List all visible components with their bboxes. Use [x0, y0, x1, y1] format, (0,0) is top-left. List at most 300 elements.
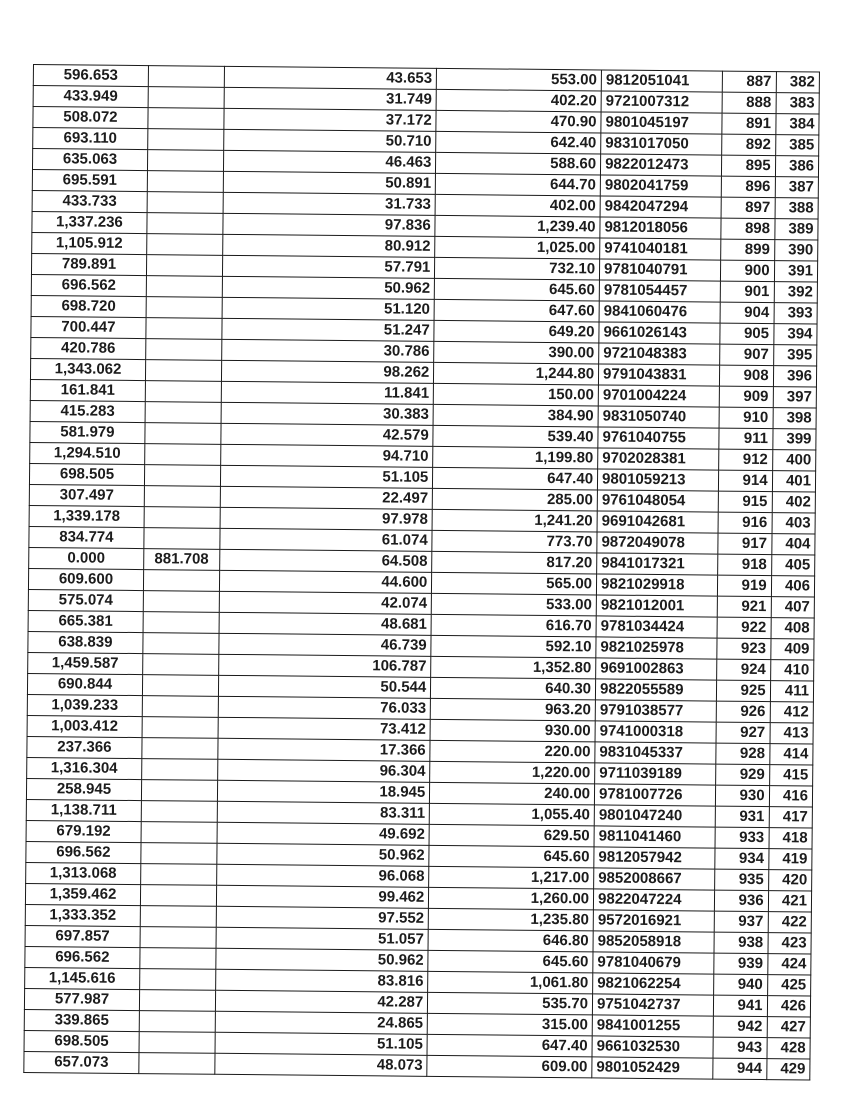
account-number-cell: 9781054457 — [599, 280, 721, 302]
amount-cell: 1,220.00 — [430, 761, 595, 784]
sequence-number-cell: 419 — [768, 849, 812, 870]
tax-cell: 48.073 — [215, 1053, 428, 1076]
account-number-cell: 9781040791 — [600, 259, 722, 281]
code-cell: 895 — [722, 155, 775, 177]
extra-cell — [147, 234, 223, 256]
total-cell: 0.000 — [29, 547, 144, 569]
tax-cell: 49.692 — [217, 822, 430, 845]
sequence-number-cell: 387 — [775, 177, 819, 198]
extra-cell — [146, 318, 222, 340]
account-number-cell: 9821062254 — [593, 973, 715, 995]
account-number-cell: 9761048054 — [597, 490, 719, 512]
total-cell: 339.865 — [24, 1009, 139, 1031]
ledger-body — [24, 65, 820, 1080]
extra-cell — [143, 570, 219, 592]
code-cell: 943 — [713, 1037, 766, 1059]
sequence-number-cell: 388 — [775, 198, 819, 219]
total-cell: 638.839 — [28, 631, 143, 653]
sequence-number-cell: 397 — [773, 387, 817, 408]
tax-cell: 50.710 — [223, 129, 436, 152]
code-cell: 935 — [715, 869, 768, 891]
code-cell: 899 — [721, 239, 774, 261]
total-cell: 1,039.233 — [27, 694, 142, 716]
extra-cell — [140, 927, 216, 949]
amount-cell: 1,055.40 — [429, 803, 594, 826]
account-number-cell: 9711039189 — [595, 763, 717, 785]
extra-cell — [142, 675, 218, 697]
sequence-number-cell: 384 — [775, 114, 819, 135]
amount-cell: 315.00 — [427, 1013, 592, 1036]
account-number-cell: 9801059213 — [597, 469, 719, 491]
code-cell: 919 — [718, 575, 771, 597]
total-cell: 1,337.236 — [32, 211, 147, 233]
extra-cell — [147, 171, 223, 193]
amount-cell: 592.10 — [431, 635, 596, 658]
extra-cell — [141, 801, 217, 823]
tax-cell: 24.865 — [215, 1011, 428, 1034]
extra-cell — [146, 276, 222, 298]
amount-cell: 642.40 — [436, 131, 601, 154]
account-number-cell: 9721048383 — [599, 343, 721, 365]
total-cell: 698.720 — [31, 295, 146, 317]
extra-cell — [148, 108, 224, 130]
sequence-number-cell: 399 — [772, 429, 816, 450]
tax-cell: 18.945 — [217, 780, 430, 803]
sequence-number-cell: 416 — [769, 786, 813, 807]
total-cell: 415.283 — [30, 400, 145, 422]
tax-cell: 43.653 — [224, 66, 437, 89]
amount-cell: 1,217.00 — [429, 866, 594, 889]
sequence-number-cell: 385 — [775, 135, 819, 156]
extra-cell — [146, 339, 222, 361]
extra-cell — [144, 507, 220, 529]
total-cell: 789.891 — [31, 253, 146, 275]
total-cell: 577.987 — [24, 988, 139, 1010]
code-cell: 933 — [715, 827, 768, 849]
tax-cell: 51.105 — [215, 1032, 428, 1055]
code-cell: 909 — [720, 386, 773, 408]
sequence-number-cell: 408 — [771, 618, 815, 639]
code-cell: 940 — [714, 974, 767, 996]
sequence-number-cell: 409 — [770, 639, 814, 660]
extra-cell — [140, 885, 216, 907]
account-number-cell: 9821029918 — [596, 574, 718, 596]
code-cell: 921 — [718, 596, 771, 618]
sequence-number-cell: 404 — [771, 534, 815, 555]
extra-cell — [145, 444, 221, 466]
account-number-cell: 9841060476 — [599, 301, 721, 323]
account-number-cell: 9811041460 — [594, 826, 716, 848]
total-cell: 1,343.062 — [30, 358, 145, 380]
amount-cell: 1,241.20 — [432, 509, 597, 532]
sequence-number-cell: 402 — [772, 492, 816, 513]
account-number-cell: 9741040181 — [600, 238, 722, 260]
amount-cell: 963.20 — [430, 698, 595, 721]
total-cell: 1,316.304 — [27, 757, 142, 779]
tax-cell: 11.841 — [221, 381, 434, 404]
total-cell: 575.074 — [28, 589, 143, 611]
extra-cell — [148, 87, 224, 109]
total-cell: 161.841 — [30, 379, 145, 401]
amount-cell: 645.60 — [429, 845, 594, 868]
tax-cell: 50.962 — [217, 843, 430, 866]
code-cell: 926 — [717, 701, 770, 723]
code-cell: 930 — [716, 785, 769, 807]
account-number-cell: 9701004224 — [598, 385, 720, 407]
account-number-cell: 9761040755 — [598, 427, 720, 449]
total-cell: 1,333.352 — [25, 904, 140, 926]
tax-cell: 99.462 — [216, 885, 429, 908]
account-number-cell: 9822012473 — [601, 154, 723, 176]
tax-cell: 76.033 — [218, 696, 431, 719]
amount-cell: 1,235.80 — [428, 908, 593, 931]
extra-cell — [139, 1011, 215, 1033]
total-cell: 696.562 — [31, 274, 146, 296]
amount-cell: 647.60 — [434, 299, 599, 322]
total-cell: 696.562 — [25, 946, 140, 968]
amount-cell: 646.80 — [428, 929, 593, 952]
code-cell: 922 — [717, 617, 770, 639]
sequence-number-cell: 395 — [773, 345, 817, 366]
tax-cell: 31.733 — [223, 192, 436, 215]
account-number-cell: 9661026143 — [599, 322, 721, 344]
code-cell: 917 — [718, 533, 771, 555]
account-number-cell: 9691002863 — [596, 658, 718, 680]
sequence-number-cell: 427 — [767, 1017, 811, 1038]
tax-cell: 73.412 — [218, 717, 431, 740]
ledger-table — [23, 64, 820, 1081]
tax-cell: 98.262 — [221, 360, 434, 383]
account-number-cell: 9801045197 — [601, 112, 723, 134]
account-number-cell: 9852008667 — [594, 868, 716, 890]
tax-cell: 48.681 — [219, 612, 432, 635]
sequence-number-cell: 398 — [773, 408, 817, 429]
code-cell: 916 — [718, 512, 771, 534]
total-cell: 433.949 — [33, 86, 148, 108]
amount-cell: 539.40 — [433, 425, 598, 448]
code-cell: 898 — [721, 218, 774, 240]
total-cell: 420.786 — [31, 337, 146, 359]
sequence-number-cell: 383 — [776, 93, 820, 114]
extra-cell — [144, 528, 220, 550]
code-cell: 937 — [715, 911, 768, 933]
account-number-cell: 9801052429 — [592, 1057, 714, 1079]
total-cell: 1,105.912 — [32, 232, 147, 254]
amount-cell: 647.40 — [433, 467, 598, 490]
total-cell: 1,145.616 — [25, 967, 140, 989]
extra-cell — [143, 612, 219, 634]
code-cell: 900 — [721, 260, 774, 282]
sequence-number-cell: 413 — [770, 723, 814, 744]
total-cell: 1,138.711 — [26, 799, 141, 821]
account-number-cell: 9872049078 — [597, 532, 719, 554]
sequence-number-cell: 411 — [770, 681, 814, 702]
extra-cell — [145, 360, 221, 382]
code-cell: 910 — [720, 407, 773, 429]
amount-cell: 1,244.80 — [434, 362, 599, 385]
sequence-number-cell: 405 — [771, 555, 815, 576]
total-cell: 508.072 — [33, 107, 148, 129]
tax-cell: 83.816 — [215, 969, 428, 992]
code-cell: 944 — [713, 1058, 766, 1080]
tax-cell: 83.311 — [217, 801, 430, 824]
total-cell: 1,294.510 — [30, 442, 145, 464]
extra-cell — [145, 423, 221, 445]
amount-cell: 588.60 — [436, 152, 601, 175]
tax-cell: 97.552 — [216, 906, 429, 929]
account-number-cell: 9751042737 — [592, 994, 714, 1016]
account-number-cell: 9791038577 — [595, 700, 717, 722]
code-cell: 897 — [722, 197, 775, 219]
code-cell: 904 — [721, 302, 774, 324]
sequence-number-cell: 390 — [774, 240, 818, 261]
code-cell: 896 — [722, 176, 775, 198]
tax-cell: 61.074 — [220, 528, 433, 551]
tax-cell: 37.172 — [224, 108, 437, 131]
account-number-cell: 9801047240 — [594, 805, 716, 827]
total-cell: 679.192 — [26, 820, 141, 842]
total-cell: 700.447 — [31, 316, 146, 338]
amount-cell: 1,199.80 — [433, 446, 598, 469]
sequence-number-cell: 412 — [770, 702, 814, 723]
account-number-cell: 9791043831 — [598, 364, 720, 386]
extra-cell — [148, 66, 224, 88]
sequence-number-cell: 389 — [774, 219, 818, 240]
amount-cell: 817.20 — [432, 551, 597, 574]
amount-cell: 645.60 — [428, 950, 593, 973]
amount-cell: 1,260.00 — [429, 887, 594, 910]
sequence-number-cell: 393 — [774, 303, 818, 324]
tax-cell: 50.891 — [223, 171, 436, 194]
sequence-number-cell: 392 — [774, 282, 818, 303]
tax-cell: 57.791 — [222, 255, 435, 278]
account-number-cell: 9822055589 — [595, 679, 717, 701]
total-cell: 433.733 — [32, 190, 147, 212]
total-cell: 695.591 — [32, 169, 147, 191]
amount-cell: 930.00 — [430, 719, 595, 742]
code-cell: 934 — [715, 848, 768, 870]
amount-cell: 470.90 — [436, 110, 601, 133]
code-cell: 912 — [719, 449, 772, 471]
total-cell: 581.979 — [30, 421, 145, 443]
code-cell: 888 — [723, 92, 776, 114]
account-number-cell: 9831045337 — [595, 742, 717, 764]
extra-cell — [146, 297, 222, 319]
code-cell: 905 — [720, 323, 773, 345]
tax-cell: 51.247 — [222, 318, 435, 341]
amount-cell: 732.10 — [435, 257, 600, 280]
extra-cell — [140, 906, 216, 928]
extra-cell — [147, 192, 223, 214]
tax-cell: 22.497 — [220, 486, 433, 509]
tax-cell: 51.120 — [222, 297, 435, 320]
amount-cell: 535.70 — [428, 992, 593, 1015]
account-number-cell: 9781040679 — [593, 952, 715, 974]
amount-cell: 1,239.40 — [435, 215, 600, 238]
account-number-cell: 9852058918 — [593, 931, 715, 953]
extra-cell — [141, 864, 217, 886]
code-cell: 911 — [719, 428, 772, 450]
total-cell: 1,459.587 — [28, 652, 143, 674]
total-cell: 237.366 — [27, 736, 142, 758]
tax-cell: 80.912 — [222, 234, 435, 257]
extra-cell — [145, 402, 221, 424]
account-number-cell: 9691042681 — [597, 511, 719, 533]
sequence-number-cell: 394 — [773, 324, 817, 345]
tax-cell: 96.068 — [216, 864, 429, 887]
code-cell: 931 — [716, 806, 769, 828]
tax-cell: 64.508 — [219, 549, 432, 572]
sequence-number-cell: 382 — [776, 72, 820, 93]
amount-cell: 533.00 — [432, 593, 597, 616]
account-number-cell: 9812051041 — [601, 70, 723, 92]
sequence-number-cell: 386 — [775, 156, 819, 177]
code-cell: 887 — [723, 71, 776, 93]
extra-cell — [144, 465, 220, 487]
tax-cell: 44.600 — [219, 570, 432, 593]
account-number-cell: 9781034424 — [596, 616, 718, 638]
extra-cell — [142, 696, 218, 718]
extra-cell — [147, 150, 223, 172]
total-cell: 696.562 — [26, 841, 141, 863]
amount-cell: 773.70 — [432, 530, 597, 553]
total-cell: 690.844 — [27, 673, 142, 695]
total-cell: 698.505 — [29, 463, 144, 485]
tax-cell: 50.544 — [218, 675, 431, 698]
account-number-cell: 9842047294 — [600, 196, 722, 218]
amount-cell: 384.90 — [433, 404, 598, 427]
sequence-number-cell: 417 — [769, 807, 813, 828]
tax-cell: 42.074 — [219, 591, 432, 614]
tax-cell: 97.978 — [220, 507, 433, 530]
account-number-cell: 9721007312 — [601, 91, 723, 113]
amount-cell: 644.70 — [436, 173, 601, 196]
code-cell: 938 — [714, 932, 767, 954]
amount-cell: 402.00 — [435, 194, 600, 217]
code-cell: 936 — [715, 890, 768, 912]
extra-cell — [143, 591, 219, 613]
amount-cell: 402.20 — [436, 89, 601, 112]
sequence-number-cell: 401 — [772, 471, 816, 492]
extra-cell — [139, 990, 215, 1012]
tax-cell: 96.304 — [217, 759, 430, 782]
sequence-number-cell: 422 — [768, 912, 812, 933]
sequence-number-cell: 406 — [771, 576, 815, 597]
tax-cell: 46.463 — [223, 150, 436, 173]
code-cell: 927 — [716, 722, 769, 744]
sequence-number-cell: 423 — [768, 933, 812, 954]
code-cell: 942 — [714, 1016, 767, 1038]
total-cell: 609.600 — [28, 568, 143, 590]
account-number-cell: 9831017050 — [601, 133, 723, 155]
sequence-number-cell: 426 — [767, 996, 811, 1017]
code-cell: 891 — [722, 113, 775, 135]
code-cell: 892 — [722, 134, 775, 156]
extra-cell — [144, 486, 220, 508]
extra-cell — [148, 129, 224, 151]
amount-cell: 1,352.80 — [431, 656, 596, 679]
tax-cell: 51.105 — [220, 465, 433, 488]
amount-cell: 629.50 — [429, 824, 594, 847]
sequence-number-cell: 418 — [769, 828, 813, 849]
account-number-cell: 9812018056 — [600, 217, 722, 239]
tax-cell: 106.787 — [218, 654, 431, 677]
tax-cell: 46.739 — [219, 633, 432, 656]
sequence-number-cell: 391 — [774, 261, 818, 282]
code-cell: 929 — [716, 764, 769, 786]
total-cell: 834.774 — [29, 526, 144, 548]
sequence-number-cell: 396 — [773, 366, 817, 387]
total-cell: 258.945 — [26, 778, 141, 800]
amount-cell: 1,061.80 — [428, 971, 593, 994]
amount-cell: 285.00 — [433, 488, 598, 511]
tax-cell: 17.366 — [218, 738, 431, 761]
account-number-cell: 9821012001 — [596, 595, 718, 617]
total-cell: 697.857 — [25, 925, 140, 947]
extra-cell — [141, 780, 217, 802]
sequence-number-cell: 429 — [766, 1059, 810, 1080]
extra-cell — [139, 1053, 215, 1075]
extra-cell — [140, 969, 216, 991]
sequence-number-cell: 424 — [767, 954, 811, 975]
code-cell: 941 — [714, 995, 767, 1017]
amount-cell: 649.20 — [434, 320, 599, 343]
sequence-number-cell: 420 — [768, 870, 812, 891]
account-number-cell: 9741000318 — [595, 721, 717, 743]
tax-cell: 50.962 — [216, 948, 429, 971]
tax-cell: 31.749 — [224, 87, 437, 110]
account-number-cell: 9661032530 — [592, 1036, 714, 1058]
amount-cell: 565.00 — [432, 572, 597, 595]
account-number-cell: 9572016921 — [593, 910, 715, 932]
extra-cell — [147, 213, 223, 235]
total-cell: 1,359.462 — [25, 883, 140, 905]
extra-cell — [142, 717, 218, 739]
account-number-cell: 9841017321 — [597, 553, 719, 575]
extra-cell — [141, 822, 217, 844]
amount-cell: 1,025.00 — [435, 236, 600, 259]
total-cell: 665.381 — [28, 610, 143, 632]
extra-cell — [143, 633, 219, 655]
amount-cell: 150.00 — [434, 383, 599, 406]
amount-cell: 640.30 — [431, 677, 596, 700]
code-cell: 939 — [714, 953, 767, 975]
code-cell: 925 — [717, 680, 770, 702]
amount-cell: 609.00 — [427, 1055, 592, 1078]
code-cell: 907 — [720, 344, 773, 366]
total-cell: 635.063 — [32, 149, 147, 171]
amount-cell: 616.70 — [431, 614, 596, 637]
extra-cell — [142, 738, 218, 760]
amount-cell: 390.00 — [434, 341, 599, 364]
code-cell: 914 — [719, 470, 772, 492]
total-cell: 1,313.068 — [26, 862, 141, 884]
account-number-cell: 9821025978 — [596, 637, 718, 659]
extra-cell — [145, 381, 221, 403]
tax-cell: 94.710 — [220, 444, 433, 467]
amount-cell: 240.00 — [430, 782, 595, 805]
code-cell: 923 — [717, 638, 770, 660]
code-cell: 928 — [716, 743, 769, 765]
amount-cell: 647.40 — [427, 1034, 592, 1057]
extra-cell — [139, 1032, 215, 1054]
sequence-number-cell: 410 — [770, 660, 814, 681]
amount-cell: 220.00 — [430, 740, 595, 763]
total-cell: 657.073 — [24, 1051, 139, 1073]
sequence-number-cell: 421 — [768, 891, 812, 912]
code-cell: 915 — [719, 491, 772, 513]
account-number-cell: 9781007726 — [594, 784, 716, 806]
